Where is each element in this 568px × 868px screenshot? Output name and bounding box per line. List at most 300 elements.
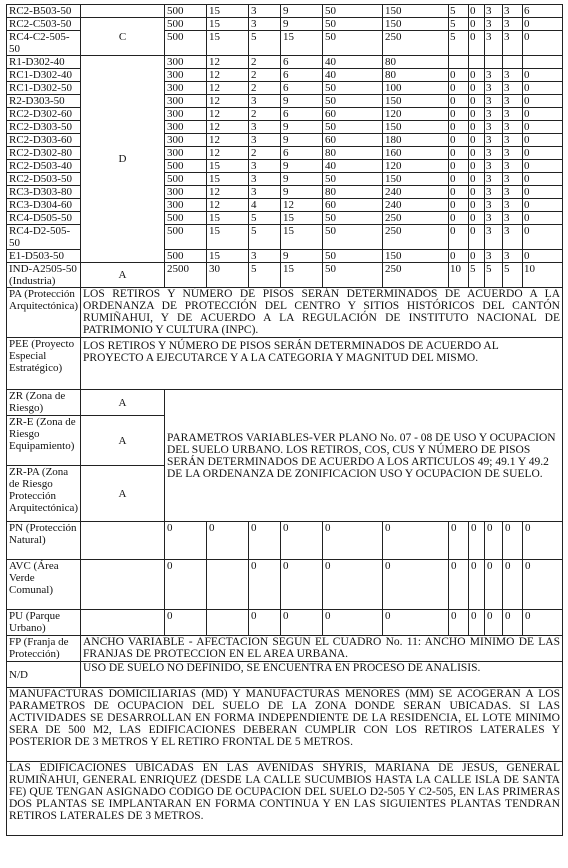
value-cell: 80 bbox=[323, 147, 383, 160]
group-cell bbox=[81, 560, 165, 610]
value-cell: 120 bbox=[383, 108, 449, 121]
value-cell: 3 bbox=[503, 250, 523, 263]
value-cell: 0 bbox=[449, 82, 469, 95]
value-cell: 3 bbox=[485, 5, 503, 18]
value-cell: 0 bbox=[449, 186, 469, 199]
value-cell: 0 bbox=[449, 225, 469, 250]
value-cell: 60 bbox=[323, 108, 383, 121]
value-cell: 0 bbox=[323, 610, 383, 636]
value-cell: 3 bbox=[485, 31, 503, 56]
value-cell: 0 bbox=[449, 199, 469, 212]
value-cell: 0 bbox=[503, 522, 523, 560]
value-cell: 0 bbox=[469, 95, 485, 108]
value-cell: 12 bbox=[207, 69, 249, 82]
value-cell: 15 bbox=[281, 212, 323, 225]
value-cell: 15 bbox=[281, 225, 323, 250]
value-cell: 0 bbox=[503, 610, 523, 636]
value-cell: 5 bbox=[449, 5, 469, 18]
value-cell: 3 bbox=[503, 31, 523, 56]
value-cell: 15 bbox=[207, 160, 249, 173]
value-cell: 3 bbox=[485, 160, 503, 173]
value-cell: 2 bbox=[249, 147, 281, 160]
value-cell: 5 bbox=[485, 263, 503, 288]
value-cell: 6 bbox=[281, 56, 323, 69]
value-cell: 500 bbox=[165, 5, 207, 18]
value-cell: 40 bbox=[323, 160, 383, 173]
value-cell: 12 bbox=[207, 186, 249, 199]
value-cell: 0 bbox=[523, 95, 563, 108]
zone-code: E1-D503-50 bbox=[7, 250, 81, 263]
zone-code: RC3-D304-60 bbox=[7, 199, 81, 212]
value-cell: 0 bbox=[383, 610, 449, 636]
value-cell: 9 bbox=[281, 18, 323, 31]
zone-label: AVC (Área Verde Comunal) bbox=[7, 560, 81, 610]
zoning-document bbox=[6, 4, 562, 836]
value-cell: 150 bbox=[383, 5, 449, 18]
value-cell: 3 bbox=[503, 147, 523, 160]
value-cell: 0 bbox=[523, 199, 563, 212]
value-cell bbox=[207, 560, 249, 610]
value-cell: 3 bbox=[503, 95, 523, 108]
zone-label: PN (Protección Natural) bbox=[7, 522, 81, 560]
value-cell: 0 bbox=[469, 186, 485, 199]
value-cell: 0 bbox=[249, 522, 281, 560]
value-cell: 15 bbox=[207, 250, 249, 263]
value-cell: 50 bbox=[323, 95, 383, 108]
value-cell: 10 bbox=[449, 263, 469, 288]
value-cell: 3 bbox=[503, 121, 523, 134]
value-cell: 250 bbox=[383, 263, 449, 288]
value-cell: 0 bbox=[165, 522, 207, 560]
value-cell: 50 bbox=[323, 121, 383, 134]
value-cell: 0 bbox=[523, 522, 563, 560]
table-row bbox=[7, 636, 563, 662]
value-cell: 12 bbox=[207, 108, 249, 121]
value-cell: 3 bbox=[485, 121, 503, 134]
value-cell: 9 bbox=[281, 250, 323, 263]
value-cell: 6 bbox=[281, 108, 323, 121]
value-cell: 0 bbox=[281, 610, 323, 636]
value-cell: 0 bbox=[523, 121, 563, 134]
value-cell: 60 bbox=[323, 134, 383, 147]
value-cell: 6 bbox=[281, 82, 323, 95]
value-cell: 0 bbox=[281, 560, 323, 610]
value-cell: 5 bbox=[249, 225, 281, 250]
zone-code: RC3-D303-80 bbox=[7, 186, 81, 199]
value-cell: 0 bbox=[523, 134, 563, 147]
value-cell: 0 bbox=[485, 522, 503, 560]
zone-code: RC2-B503-50 bbox=[7, 5, 81, 18]
zone-code: RC1-D302-40 bbox=[7, 69, 81, 82]
group-letter: A bbox=[81, 416, 165, 466]
value-cell: 3 bbox=[249, 18, 281, 31]
zone-code: RC2-D503-50 bbox=[7, 173, 81, 186]
value-cell: 9 bbox=[281, 121, 323, 134]
value-cell: 300 bbox=[165, 69, 207, 82]
zone-label: ZR (Zona de Riesgo) bbox=[7, 390, 81, 416]
value-cell: 0 bbox=[469, 610, 485, 636]
value-cell: 0 bbox=[523, 225, 563, 250]
value-cell: 0 bbox=[323, 560, 383, 610]
value-cell bbox=[503, 56, 523, 69]
value-cell: 50 bbox=[323, 18, 383, 31]
value-cell: 12 bbox=[207, 82, 249, 95]
value-cell: 6 bbox=[523, 5, 563, 18]
value-cell: 5 bbox=[249, 263, 281, 288]
value-cell: 120 bbox=[383, 160, 449, 173]
value-cell: 0 bbox=[523, 18, 563, 31]
zone-code: R1-D302-40 bbox=[7, 56, 81, 69]
value-cell: 3 bbox=[503, 173, 523, 186]
value-cell: 0 bbox=[449, 560, 469, 610]
value-cell: 3 bbox=[249, 186, 281, 199]
value-cell: 0 bbox=[449, 108, 469, 121]
value-cell: 0 bbox=[469, 522, 485, 560]
value-cell: 30 bbox=[207, 263, 249, 288]
value-cell: 0 bbox=[485, 610, 503, 636]
value-cell: 4 bbox=[249, 199, 281, 212]
value-cell: 3 bbox=[485, 225, 503, 250]
value-cell: 0 bbox=[469, 108, 485, 121]
value-cell: 500 bbox=[165, 18, 207, 31]
value-cell: 0 bbox=[449, 121, 469, 134]
value-cell: 2 bbox=[249, 82, 281, 95]
value-cell: 300 bbox=[165, 134, 207, 147]
value-cell: 0 bbox=[249, 560, 281, 610]
value-cell: 12 bbox=[207, 134, 249, 147]
value-cell: 300 bbox=[165, 56, 207, 69]
zone-label: ZR-PA (Zona de Riesgo Protección Arquitectónica) bbox=[7, 466, 81, 522]
table-row bbox=[7, 560, 563, 610]
value-cell: 300 bbox=[165, 95, 207, 108]
table-row bbox=[7, 610, 563, 636]
group-cell bbox=[81, 522, 165, 560]
value-cell: 250 bbox=[383, 31, 449, 56]
value-cell: 100 bbox=[383, 82, 449, 95]
zone-label: PU (Parque Urbano) bbox=[7, 610, 81, 636]
value-cell: 50 bbox=[323, 225, 383, 250]
value-cell: 0 bbox=[469, 134, 485, 147]
value-cell: 500 bbox=[165, 31, 207, 56]
value-cell: 3 bbox=[485, 250, 503, 263]
zone-label: PA (Protección Arquitectónica) bbox=[7, 288, 81, 338]
zone-description: PARAMETROS VARIABLES-VER PLANO No. 07 - 08 DE USO Y OCUPACION DEL SUELO URBANO. LOS RETIROS, COS, CUS Y NÚMERO DE PISOS SERÁN DETERMINADOS DE ACUERDO A LOS ARTICULOS 49; 49.1 Y 49.2 DE LA ORDENANZA DE ZONIFICACION USO Y OCUPACION DE SUELO. bbox=[165, 390, 563, 522]
value-cell: 0 bbox=[469, 225, 485, 250]
value-cell: 3 bbox=[249, 95, 281, 108]
value-cell: 5 bbox=[469, 263, 485, 288]
value-cell: 300 bbox=[165, 147, 207, 160]
value-cell: 9 bbox=[281, 160, 323, 173]
zone-code: RC4-D505-50 bbox=[7, 212, 81, 225]
value-cell: 0 bbox=[523, 173, 563, 186]
zone-code: RC2-D303-50 bbox=[7, 121, 81, 134]
value-cell: 150 bbox=[383, 121, 449, 134]
value-cell: 15 bbox=[207, 31, 249, 56]
value-cell: 15 bbox=[207, 225, 249, 250]
value-cell: 5 bbox=[449, 31, 469, 56]
value-cell: 0 bbox=[383, 522, 449, 560]
value-cell: 300 bbox=[165, 108, 207, 121]
value-cell: 0 bbox=[469, 560, 485, 610]
value-cell: 3 bbox=[503, 82, 523, 95]
table-row bbox=[7, 762, 563, 836]
value-cell: 0 bbox=[449, 212, 469, 225]
value-cell: 3 bbox=[503, 108, 523, 121]
value-cell: 3 bbox=[485, 199, 503, 212]
value-cell: 0 bbox=[469, 160, 485, 173]
value-cell: 150 bbox=[383, 95, 449, 108]
value-cell: 9 bbox=[281, 134, 323, 147]
zone-code: RC2-D302-60 bbox=[7, 108, 81, 121]
value-cell: 5 bbox=[249, 31, 281, 56]
value-cell: 3 bbox=[485, 212, 503, 225]
table-row bbox=[7, 662, 563, 688]
value-cell: 3 bbox=[503, 69, 523, 82]
value-cell: 0 bbox=[383, 560, 449, 610]
value-cell: 0 bbox=[523, 186, 563, 199]
value-cell: 15 bbox=[207, 18, 249, 31]
value-cell: 0 bbox=[449, 95, 469, 108]
value-cell: 500 bbox=[165, 173, 207, 186]
value-cell bbox=[469, 56, 485, 69]
group-letter: A bbox=[81, 263, 165, 288]
value-cell: 80 bbox=[323, 186, 383, 199]
value-cell: 0 bbox=[523, 108, 563, 121]
value-cell: 0 bbox=[469, 212, 485, 225]
zoning-table bbox=[6, 4, 563, 836]
value-cell: 3 bbox=[503, 225, 523, 250]
value-cell: 2 bbox=[249, 69, 281, 82]
value-cell: 0 bbox=[449, 522, 469, 560]
value-cell: 15 bbox=[281, 31, 323, 56]
value-cell: 0 bbox=[503, 560, 523, 610]
value-cell: 3 bbox=[249, 121, 281, 134]
value-cell: 160 bbox=[383, 147, 449, 160]
value-cell: 0 bbox=[469, 147, 485, 160]
value-cell: 9 bbox=[281, 173, 323, 186]
value-cell: 500 bbox=[165, 160, 207, 173]
value-cell: 6 bbox=[281, 69, 323, 82]
value-cell: 0 bbox=[523, 69, 563, 82]
value-cell: 0 bbox=[523, 250, 563, 263]
value-cell: 3 bbox=[249, 250, 281, 263]
value-cell: 3 bbox=[503, 212, 523, 225]
value-cell: 80 bbox=[383, 69, 449, 82]
note-paragraph: MANUFACTURAS DOMICILIARIAS (MD) Y MANUFACTURAS MENORES (MM) SE ACOGERAN A LOS PARAMETROS DE OCUPACION DEL SUELO DE LA ZONA DONDE SERAN UBICADAS. SI LAS ACTIVIDADES SE DESARROLLAN EN FORMA INDEPENDIENTE DE LA RESIDENCIA, EL LOTE MINIMO SERA DE 500 M2, LAS EDIFICACIONES DEBERAN CUMPLIR CON LOS RETIROS LATERALES Y POSTERIOR DE 3 METROS Y EL RETIRO FRONTAL DE 5 METROS. bbox=[7, 688, 563, 762]
value-cell: 3 bbox=[485, 147, 503, 160]
table-body bbox=[7, 5, 563, 836]
value-cell: 60 bbox=[323, 199, 383, 212]
value-cell: 3 bbox=[503, 186, 523, 199]
zone-label: PEE (Proyecto Especial Estratégico) bbox=[7, 338, 81, 390]
value-cell: 15 bbox=[207, 173, 249, 186]
value-cell: 50 bbox=[323, 82, 383, 95]
value-cell: 50 bbox=[323, 263, 383, 288]
value-cell: 0 bbox=[449, 134, 469, 147]
value-cell: 0 bbox=[523, 82, 563, 95]
value-cell: 0 bbox=[469, 250, 485, 263]
group-letter: C bbox=[81, 18, 165, 56]
value-cell bbox=[485, 56, 503, 69]
value-cell: 150 bbox=[383, 18, 449, 31]
table-row bbox=[7, 522, 563, 560]
value-cell: 2500 bbox=[165, 263, 207, 288]
value-cell: 9 bbox=[281, 5, 323, 18]
value-cell: 0 bbox=[469, 18, 485, 31]
value-cell: 0 bbox=[449, 173, 469, 186]
value-cell: 3 bbox=[249, 5, 281, 18]
value-cell: 0 bbox=[323, 522, 383, 560]
value-cell bbox=[207, 610, 249, 636]
zone-description: ANCHO VARIABLE - AFECTACION SEGÚN EL CUADRO No. 11: ANCHO MINIMO DE LAS FRANJAS DE PROTECCION EN EL AREA URBANA. bbox=[81, 636, 563, 662]
value-cell: 0 bbox=[469, 69, 485, 82]
zone-description: LOS RETIROS Y NÚMERO DE PISOS SERÁN DETERMINADOS DE ACUERDO AL PROYECTO A EJECUTARCE Y A LA CATEGORIA Y MAGNITUD DEL MISMO. bbox=[81, 338, 563, 390]
value-cell: 500 bbox=[165, 212, 207, 225]
zone-label: N/D bbox=[7, 662, 81, 688]
value-cell: 0 bbox=[523, 147, 563, 160]
value-cell: 0 bbox=[449, 250, 469, 263]
value-cell: 0 bbox=[523, 31, 563, 56]
zone-code: RC4-C2-505-50 bbox=[7, 31, 81, 56]
value-cell bbox=[449, 56, 469, 69]
zone-code: RC2-C503-50 bbox=[7, 18, 81, 31]
table-row bbox=[7, 263, 563, 288]
value-cell: 3 bbox=[485, 82, 503, 95]
value-cell: 3 bbox=[503, 134, 523, 147]
value-cell: 150 bbox=[383, 173, 449, 186]
value-cell: 300 bbox=[165, 199, 207, 212]
value-cell: 3 bbox=[485, 108, 503, 121]
value-cell: 12 bbox=[207, 56, 249, 69]
value-cell: 300 bbox=[165, 121, 207, 134]
value-cell: 0 bbox=[469, 5, 485, 18]
value-cell: 0 bbox=[281, 522, 323, 560]
table-row bbox=[7, 390, 563, 416]
value-cell: 12 bbox=[207, 147, 249, 160]
value-cell: 10 bbox=[523, 263, 563, 288]
value-cell: 3 bbox=[485, 18, 503, 31]
value-cell: 0 bbox=[523, 160, 563, 173]
value-cell: 150 bbox=[383, 250, 449, 263]
value-cell: 0 bbox=[207, 522, 249, 560]
table-row bbox=[7, 56, 563, 69]
value-cell: 0 bbox=[449, 69, 469, 82]
value-cell: 50 bbox=[323, 173, 383, 186]
value-cell: 240 bbox=[383, 186, 449, 199]
group-letter: A bbox=[81, 466, 165, 522]
value-cell: 12 bbox=[281, 199, 323, 212]
table-row bbox=[7, 338, 563, 390]
value-cell: 0 bbox=[449, 147, 469, 160]
value-cell: 50 bbox=[323, 212, 383, 225]
table-row bbox=[7, 18, 563, 31]
value-cell: 5 bbox=[503, 263, 523, 288]
value-cell: 500 bbox=[165, 225, 207, 250]
value-cell: 3 bbox=[485, 134, 503, 147]
note-paragraph: LAS EDIFICACIONES UBICADAS EN LAS AVENIDAS SHYRIS, MARIANA DE JESUS, GENERAL RUMIÑAHUI, GENERAL ENRIQUEZ (DESDE LA CALLE SUCUMBIOS HASTA LA CALLE ISLA DE SANTA FE) QUE TENGAN ASIGNADO CODIGO DE OCUPACION DEL SUELO D2-505 Y C2-505, EN LAS PRIMERAS DOS PLANTAS SE IMPLANTARAN EN FORMA CONTINUA Y EN LAS SIGUIENTES PLANTAS TENDRAN RETIROS LATERALES DE 3 METROS. bbox=[7, 762, 563, 836]
value-cell bbox=[523, 56, 563, 69]
value-cell: 15 bbox=[207, 5, 249, 18]
value-cell: 50 bbox=[323, 31, 383, 56]
zone-label: FP (Franja de Protección) bbox=[7, 636, 81, 662]
value-cell: 12 bbox=[207, 95, 249, 108]
value-cell: 50 bbox=[323, 5, 383, 18]
zone-code: R2-D303-50 bbox=[7, 95, 81, 108]
value-cell: 0 bbox=[449, 610, 469, 636]
value-cell: 15 bbox=[281, 263, 323, 288]
value-cell: 180 bbox=[383, 134, 449, 147]
zone-label: ZR-E (Zona de Riesgo Equipamiento) bbox=[7, 416, 81, 466]
value-cell: 50 bbox=[323, 250, 383, 263]
value-cell: 3 bbox=[503, 5, 523, 18]
zone-code: RC1-D302-50 bbox=[7, 82, 81, 95]
zone-code: RC2-D303-60 bbox=[7, 134, 81, 147]
value-cell: 3 bbox=[485, 173, 503, 186]
value-cell: 0 bbox=[469, 173, 485, 186]
value-cell: 5 bbox=[249, 212, 281, 225]
value-cell: 80 bbox=[383, 56, 449, 69]
value-cell: 0 bbox=[449, 160, 469, 173]
value-cell: 240 bbox=[383, 199, 449, 212]
table-row bbox=[7, 288, 563, 338]
value-cell: 2 bbox=[249, 56, 281, 69]
zone-code: RC4-D2-505-50 bbox=[7, 225, 81, 250]
value-cell: 3 bbox=[485, 186, 503, 199]
value-cell: 15 bbox=[207, 212, 249, 225]
zone-code: RC2-D302-80 bbox=[7, 147, 81, 160]
value-cell: 2 bbox=[249, 108, 281, 121]
value-cell: 5 bbox=[449, 18, 469, 31]
value-cell: 40 bbox=[323, 69, 383, 82]
value-cell: 12 bbox=[207, 199, 249, 212]
value-cell: 500 bbox=[165, 250, 207, 263]
value-cell: 300 bbox=[165, 82, 207, 95]
value-cell: 12 bbox=[207, 121, 249, 134]
value-cell: 0 bbox=[523, 610, 563, 636]
value-cell: 0 bbox=[523, 212, 563, 225]
group-letter: D bbox=[81, 56, 165, 263]
value-cell: 0 bbox=[485, 560, 503, 610]
value-cell: 3 bbox=[503, 199, 523, 212]
zone-code: IND-A2505-50 (Industria) bbox=[7, 263, 81, 288]
zone-code: RC2-D503-40 bbox=[7, 160, 81, 173]
value-cell: 40 bbox=[323, 56, 383, 69]
value-cell: 250 bbox=[383, 212, 449, 225]
value-cell: 9 bbox=[281, 186, 323, 199]
value-cell: 6 bbox=[281, 147, 323, 160]
value-cell: 250 bbox=[383, 225, 449, 250]
table-row bbox=[7, 688, 563, 762]
value-cell: 0 bbox=[469, 82, 485, 95]
value-cell: 300 bbox=[165, 186, 207, 199]
zone-description: LOS RETIROS Y NÚMERO DE PISOS SERÁN DETERMINADOS DE ACUERDO A LA ORDENANZA DE PROTECCIÓN DEL CENTRO Y SITIOS HISTÓRICOS DEL CANTÓN RUMIÑAHUI, Y DE ACUERDO A LA REGULACIÓN DE INSTITUTO NACIONAL DE PATRIMONIO Y CULTURA (INPC). bbox=[81, 288, 563, 338]
value-cell: 0 bbox=[469, 31, 485, 56]
value-cell: 0 bbox=[469, 199, 485, 212]
value-cell: 0 bbox=[469, 121, 485, 134]
value-cell: 3 bbox=[503, 18, 523, 31]
value-cell: 3 bbox=[249, 173, 281, 186]
zone-description: USO DE SUELO NO DEFINIDO, SE ENCUENTRA EN PROCESO DE ANALISIS. bbox=[81, 662, 563, 688]
group-letter: A bbox=[81, 390, 165, 416]
value-cell: 0 bbox=[165, 560, 207, 610]
group-cell bbox=[81, 5, 165, 18]
value-cell: 0 bbox=[165, 610, 207, 636]
group-cell bbox=[81, 610, 165, 636]
table-row bbox=[7, 5, 563, 18]
value-cell: 3 bbox=[485, 69, 503, 82]
value-cell: 3 bbox=[249, 160, 281, 173]
value-cell: 3 bbox=[249, 134, 281, 147]
